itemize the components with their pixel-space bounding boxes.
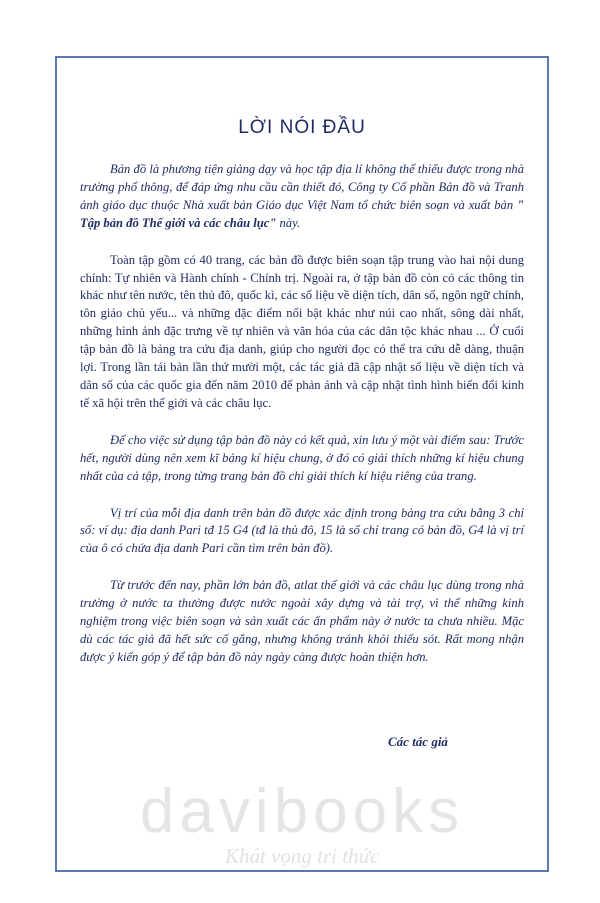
paragraph-index-text: Vị trí của mỗi địa danh trên bản đồ được xác định trong bảng tra cứu bằng 3 chỉ số: ví dụ: địa danh Pari tđ 15 G4 (tđ là thủ đô, 15 là số chỉ trang có bản đồ, G4 là vị trí của ô có chứa địa danh Pari cần tìm trên bản đồ). [80,505,524,556]
page-title: LỜI NÓI ĐẦU [238,117,366,138]
paragraph-intro-end: này. [276,215,301,230]
paragraph-index [80,505,524,559]
paragraph-usage [80,432,524,486]
paragraph-contents [80,252,524,413]
paragraph-intro-text: Bản đồ là phương tiện giảng dạy và học tập địa lí không thể thiếu được trong nhà trường phổ thông, để đáp ứng nhu cầu cần thiết đó, Công ty Cổ phần Bản đồ và Tranh ảnh giáo dục thuộc Nhà xuất bản Giáo dục Việt Nam tổ chức biên soạn và xuất bản [80,162,524,212]
atlas-title-text: " Tập bản đồ Thế giới và các châu lục" [80,197,524,230]
watermark-logo: davibooks [139,777,465,846]
paragraph-closing-text: Từ trước đến nay, phần lớn bản đồ, atlat thế giới và các châu lục dùng trong nhà trường ở nước ta thường được nước ngoài xây dựng và tài trợ, vì thế những kinh nghiệm trong việc biên soạn và sản xuất các ấn phẩm này ở nước ta chưa nhiều. Mặc dù các tác giả đã hết sức cố gắng, nhưng không tránh khỏi thiếu sót. Rất mong nhận được ý kiến góp ý để tập bản đồ này ngày càng được hoàn thiện hơn. [80,578,524,664]
watermark-tagline: Khát vọng tri thức [225,844,380,868]
paragraph-contents-text: Toàn tập gồm có 40 trang, các bản đồ được biên soạn tập trung vào hai nội dung chính: Tự nhiên và Hành chính - Chính trị. Ngoài ra, ở tập bản đồ còn có các thông tin khác như tên nước, tên thủ đô, quốc kì, các số liệu về diện tích, dân số, ngôn ngữ chính, tôn giáo chủ yếu... và những đặc điểm nổi bật khác như núi cao nhất, sông dài nhất, những hình ảnh đặc trưng về tự nhiên và văn hóa của các dân tộc khác nhau ... Ở cuối tập bản đồ là bảng tra cứu địa danh, giúp cho người đọc có thể tra cứu dễ dàng, thuận lợi. Trong lần tái bản lần thứ mười một, các tác giả đã cập nhật số liệu về diện tích và dân số của các quốc gia đến năm 2010 để phản ánh và cập nhật tình hình biến đổi kinh tế xã hội trên thế giới và các châu lục. [80,252,524,410]
paragraph-usage-text: Để cho việc sử dụng tập bản đồ này có kết quả, xin lưu ý một vài điểm sau: Trước hết, người dùng nên xem kĩ bảng kí hiệu chung, ở đó có giải thích những kí hiệu chung nhất của cả tập, trong từng trang bản đồ chỉ giải thích kí hiệu riêng của trang. [80,432,524,483]
signature: Các tác giả [388,734,448,749]
preface-body [80,161,524,686]
paragraph-intro [80,161,524,233]
paragraph-closing [80,577,524,667]
